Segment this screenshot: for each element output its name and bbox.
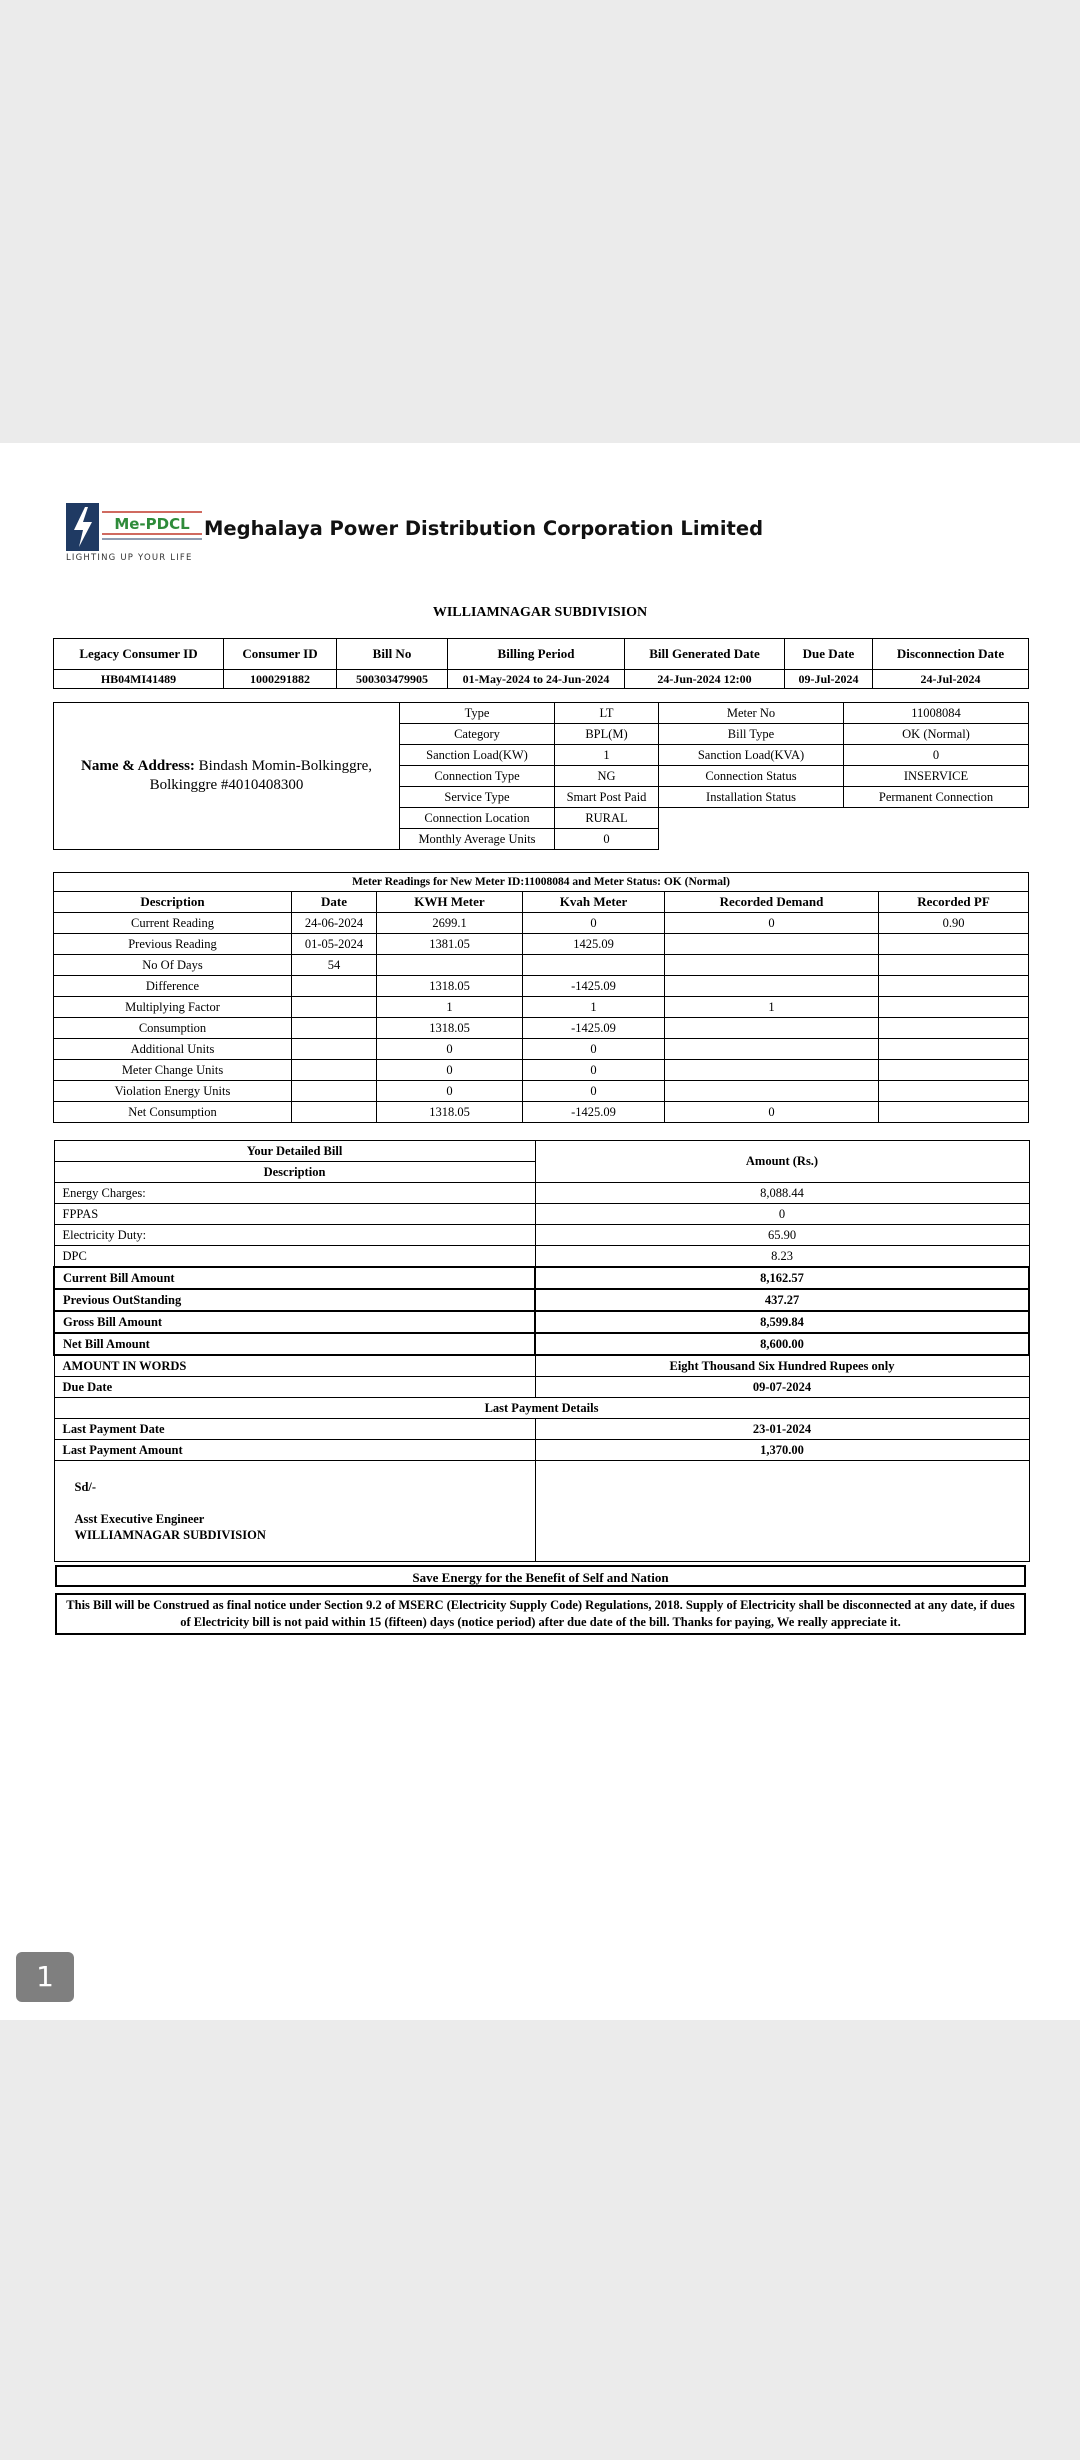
bill-page [0,443,1080,2020]
detail-label: Connection Type [400,766,555,787]
amount-words-value: Eight Thousand Six Hundred Rupees only [535,1355,1029,1377]
column-header: Billing Period [448,639,625,670]
table-cell [292,976,377,997]
column-header: Date [292,892,377,913]
table-cell: -1425.09 [523,976,665,997]
table-cell [879,1018,1029,1039]
detail-value: LT [555,703,659,724]
signature-empty-cell [535,1461,1029,1562]
column-header: Due Date [785,639,873,670]
table-cell: Current Reading [54,913,292,934]
page-number-badge[interactable]: 1 [16,1952,74,2002]
detail-value: NG [555,766,659,787]
table-cell: 54 [292,955,377,976]
table-cell: Net Consumption [54,1102,292,1123]
detail-label: Category [400,724,555,745]
column-header: Description [54,892,292,913]
table-cell: 24-06-2024 [292,913,377,934]
logo-text: Me-PDCL [114,515,190,533]
due-date: 09-Jul-2024 [785,670,873,689]
table-cell: Additional Units [54,1039,292,1060]
detail-value: 0 [844,745,1029,766]
consumer-id: 1000291882 [224,670,337,689]
signature-sd: Sd/- [74,1480,97,1494]
subdivision-title: WILLIAMNAGAR SUBDIVISION [432,605,648,620]
table-cell [665,1081,879,1102]
company-name: Meghalaya Power Distribution Corporation Limited [204,517,764,540]
table-cell: 0 [377,1081,523,1102]
detail-label: Type [400,703,555,724]
empty-cell [659,829,1029,850]
name-address-value: Bindash Momin-Bolkinggre, Bolkinggre #4010408300 [149,758,372,793]
detail-value: INSERVICE [844,766,1029,787]
table-cell: No Of Days [54,955,292,976]
meter-readings-body [54,913,1029,1123]
table-cell [292,1039,377,1060]
table-cell: 0.90 [879,913,1029,934]
signature-block [54,1461,535,1562]
bill-no: 500303479905 [337,670,448,689]
table-row [54,934,1029,955]
bill-header-table [53,638,1029,689]
table-cell [292,1018,377,1039]
detail-value: Smart Post Paid [555,787,659,808]
amount-words-label: AMOUNT IN WORDS [54,1355,535,1377]
company-tagline: LIGHTING UP YOUR LIFE [66,553,193,563]
total-amount: 8,600.00 [535,1333,1029,1355]
last-payment-date-value: 23-01-2024 [535,1419,1029,1440]
detail-label: Sanction Load(KVA) [659,745,844,766]
disconnection-date: 24-Jul-2024 [873,670,1029,689]
table-cell [523,955,665,976]
detail-value: BPL(M) [555,724,659,745]
meter-readings-caption: Meter Readings for New Meter ID:11008084 and Meter Status: OK (Normal) [54,873,1029,892]
table-cell [879,1039,1029,1060]
table-cell: 1 [523,997,665,1018]
detail-value: RURAL [555,808,659,829]
table-cell: Meter Change Units [54,1060,292,1081]
table-cell: 1381.05 [377,934,523,955]
charge-amount: 8.23 [535,1246,1029,1268]
table-cell [879,997,1029,1018]
column-header: Recorded Demand [665,892,879,913]
table-cell: Previous Reading [54,934,292,955]
detail-label: Bill Type [659,724,844,745]
table-cell: Difference [54,976,292,997]
table-cell [879,934,1029,955]
column-header: Legacy Consumer ID [54,639,224,670]
charge-label: Electricity Duty: [54,1225,535,1246]
column-header: Bill Generated Date [625,639,785,670]
detail-value: 11008084 [844,703,1029,724]
table-cell [879,1081,1029,1102]
detailed-bill-table [53,1140,1030,1562]
table-cell: 0 [665,1102,879,1123]
table-cell: 1425.09 [523,934,665,955]
detail-label: Connection Status [659,766,844,787]
detailed-bill-title: Your Detailed Bill [54,1141,535,1162]
total-amount: 437.27 [535,1289,1029,1311]
table-cell: 0 [377,1039,523,1060]
charge-amount: 65.90 [535,1225,1029,1246]
empty-cell [659,808,1029,829]
notice-box: This Bill will be Construed as final notice under Section 9.2 of MSERC (Electricity Supply Code) Regulations, 2018. Supply of Electricity shall be disconnected at any date, if dues of Electricity bill is not paid within 15 (fifteen) days (notice period) after due date of the bill. Thanks for paying, We really appreciate it. [55,1593,1026,1635]
table-cell [665,934,879,955]
detail-label: Meter No [659,703,844,724]
total-amount: 8,162.57 [535,1267,1029,1289]
meter-readings-table [53,872,1029,1123]
table-cell: 0 [523,1081,665,1102]
table-row [54,1081,1029,1102]
column-header: Bill No [337,639,448,670]
due-date-value: 09-07-2024 [535,1377,1029,1398]
charge-label: Energy Charges: [54,1183,535,1204]
table-row [54,1018,1029,1039]
table-cell [665,976,879,997]
table-row [54,1060,1029,1081]
table-cell [665,1018,879,1039]
table-row [54,976,1029,997]
table-cell [879,1102,1029,1123]
table-cell [292,1081,377,1102]
table-cell: 1 [377,997,523,1018]
table-cell [879,1060,1029,1081]
detail-value: Permanent Connection [844,787,1029,808]
detail-label: Sanction Load(KW) [400,745,555,766]
charge-label: DPC [54,1246,535,1268]
consumer-details-table [53,702,1029,850]
column-header: KWH Meter [377,892,523,913]
billing-period: 01-May-2024 to 24-Jun-2024 [448,670,625,689]
amount-header: Amount (Rs.) [535,1141,1029,1183]
bill-generated-date: 24-Jun-2024 12:00 [625,670,785,689]
column-header: Kvah Meter [523,892,665,913]
detail-label: Monthly Average Units [400,829,555,850]
total-label: Current Bill Amount [54,1267,535,1289]
table-row [54,1102,1029,1123]
signature-title: Asst Executive Engineer [74,1512,205,1526]
table-cell: 2699.1 [377,913,523,934]
detail-label: Connection Location [400,808,555,829]
last-payment-date-label: Last Payment Date [54,1419,535,1440]
table-cell: Consumption [54,1018,292,1039]
charge-amount: 8,088.44 [535,1183,1029,1204]
signature-office: WILLIAMNAGAR SUBDIVISION [74,1528,266,1542]
column-header: Consumer ID [224,639,337,670]
column-header: Disconnection Date [873,639,1029,670]
table-row [54,1039,1029,1060]
table-cell: 0 [665,913,879,934]
name-address-label: Name & Address: [81,758,195,774]
table-cell [292,1102,377,1123]
table-row [54,955,1029,976]
table-cell: 0 [523,913,665,934]
table-cell [292,1060,377,1081]
description-header: Description [54,1162,535,1183]
table-cell: 0 [377,1060,523,1081]
table-cell: 1318.05 [377,976,523,997]
due-date-label: Due Date [54,1377,535,1398]
detail-label: Service Type [400,787,555,808]
detail-label: Installation Status [659,787,844,808]
table-cell: 0 [523,1039,665,1060]
charge-label: FPPAS [54,1204,535,1225]
detail-value: 1 [555,745,659,766]
table-cell: Multiplying Factor [54,997,292,1018]
company-header [66,503,766,573]
slogan-box: Save Energy for the Benefit of Self and Nation [55,1565,1026,1587]
column-header: Recorded PF [879,892,1029,913]
table-row [54,913,1029,934]
last-payment-amount-value: 1,370.00 [535,1440,1029,1461]
table-cell: 0 [523,1060,665,1081]
name-address-cell [54,703,400,850]
total-amount: 8,599.84 [535,1311,1029,1333]
table-cell [665,955,879,976]
table-cell: 01-05-2024 [292,934,377,955]
charge-amount: 0 [535,1204,1029,1225]
table-cell [879,955,1029,976]
detail-value: OK (Normal) [844,724,1029,745]
last-payment-amount-label: Last Payment Amount [54,1440,535,1461]
table-row [54,997,1029,1018]
table-cell [665,1039,879,1060]
table-cell [377,955,523,976]
last-payment-title: Last Payment Details [54,1398,1029,1419]
detail-value: 0 [555,829,659,850]
table-cell [665,1060,879,1081]
total-label: Previous OutStanding [54,1289,535,1311]
total-label: Net Bill Amount [54,1333,535,1355]
table-cell [879,976,1029,997]
total-label: Gross Bill Amount [54,1311,535,1333]
legacy-consumer-id: HB04MI41489 [54,670,224,689]
table-cell: 1318.05 [377,1018,523,1039]
table-cell: -1425.09 [523,1018,665,1039]
table-cell: -1425.09 [523,1102,665,1123]
table-cell: 1 [665,997,879,1018]
table-cell: Violation Energy Units [54,1081,292,1102]
table-cell [292,997,377,1018]
table-cell: 1318.05 [377,1102,523,1123]
